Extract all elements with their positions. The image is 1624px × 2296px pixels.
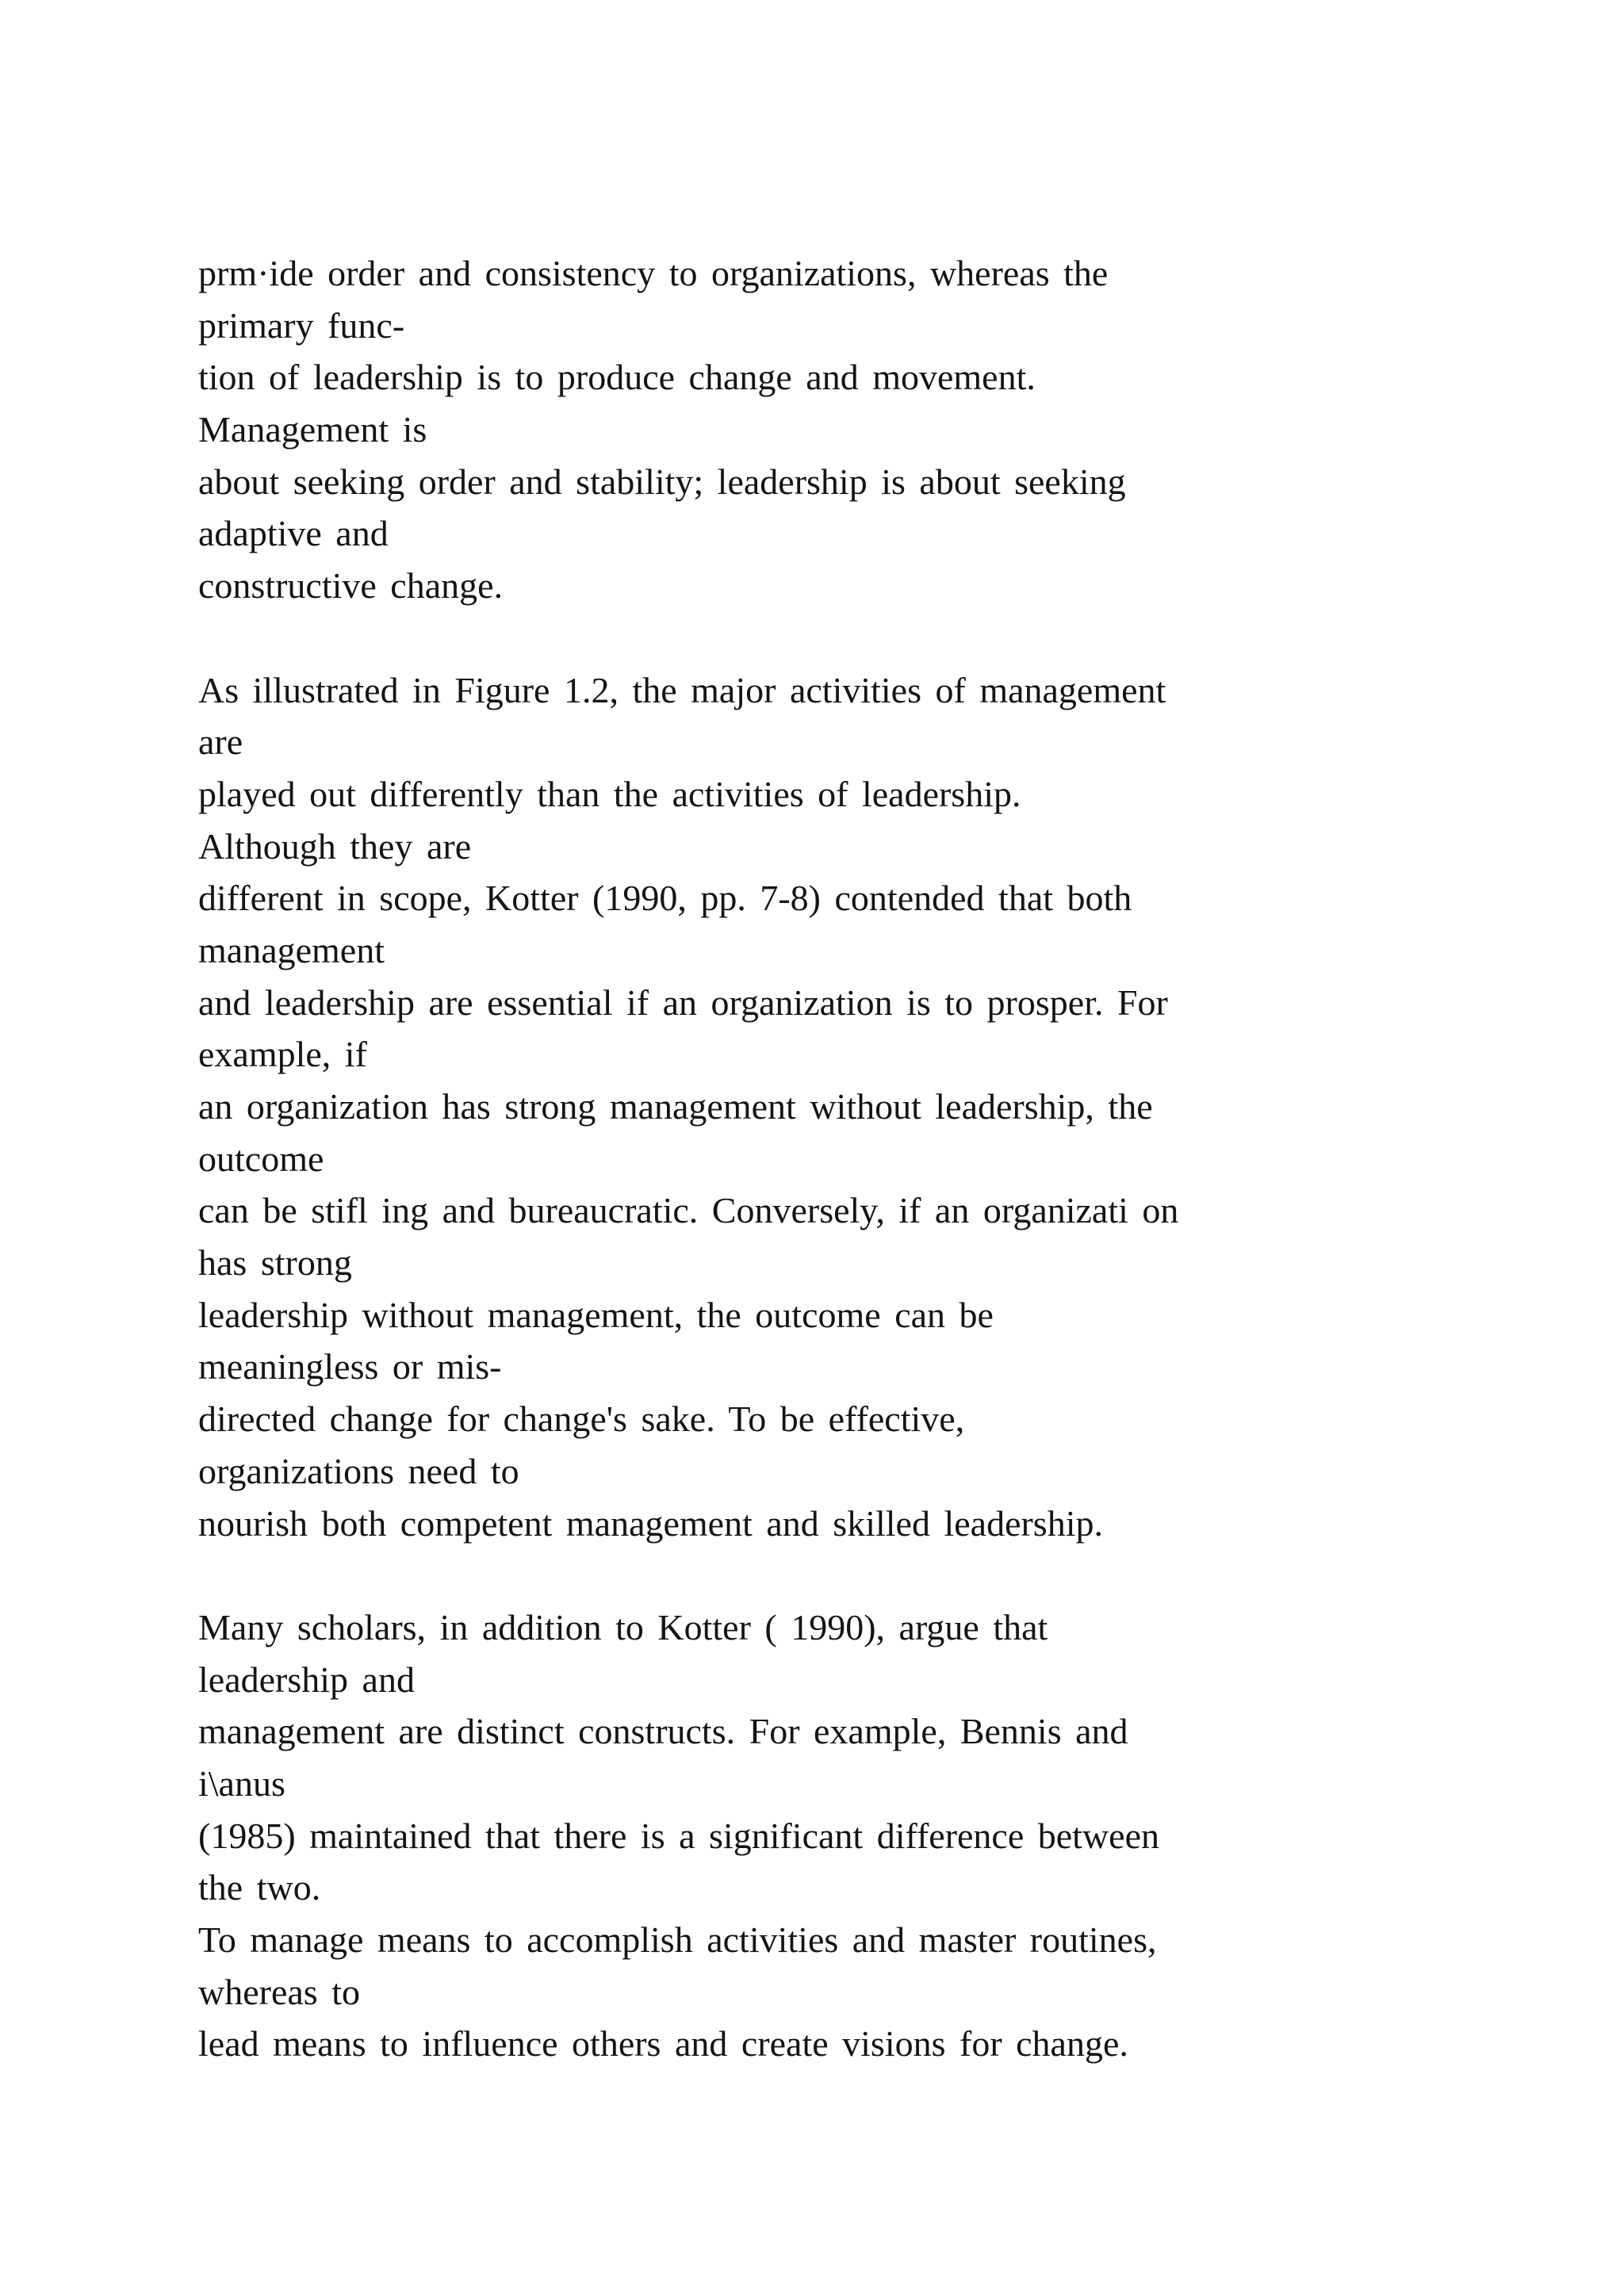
text-line: directed change for change's sake. To be effective, xyxy=(198,1399,965,1440)
paragraph-gap xyxy=(198,1549,1546,1601)
text-line: primary func- xyxy=(198,304,405,346)
text-line: leadership and xyxy=(198,1659,415,1700)
document-body xyxy=(198,247,1546,2070)
paragraph-gap xyxy=(198,612,1546,664)
text-line: management are distinct constructs. For example, Bennis and xyxy=(198,1711,1128,1752)
text-line: i\anus xyxy=(198,1762,285,1804)
text-line: nourish both competent management and skilled leadership. xyxy=(198,1502,1103,1544)
text-line: played out differently than the activities of leadership. xyxy=(198,773,1021,814)
text-line: As illustrated in Figure 1.2, the major activities of management xyxy=(198,669,1166,710)
text-line: different in scope, Kotter (1990, pp. 7-8) contended that both xyxy=(198,878,1132,919)
text-line: an organization has strong management without leadership, the xyxy=(198,1086,1153,1127)
text-line: meaningless or mis- xyxy=(198,1346,502,1387)
paragraph-1 xyxy=(198,247,1546,612)
text-line: lead means to influence others and create visions for change. xyxy=(198,2023,1128,2064)
text-line: Many scholars, in addition to Kotter ( 1990), argue that xyxy=(198,1606,1048,1647)
paragraph-3 xyxy=(198,1601,1546,2070)
text-line: can be stifl ing and bureaucratic. Conversely, if an organizati on xyxy=(198,1190,1179,1231)
paragraph-2 xyxy=(198,664,1546,1550)
text-line: leadership without management, the outcome can be xyxy=(198,1294,994,1335)
text-line: (1985) maintained that there is a significant difference between xyxy=(198,1815,1160,1856)
text-line: and leadership are essential if an organization is to prosper. For xyxy=(198,982,1168,1023)
text-line: prm·ide order and consistency to organizations, whereas the xyxy=(198,253,1109,293)
text-line: whereas to xyxy=(198,1971,360,2012)
text-line: management xyxy=(198,929,385,970)
text-line: are xyxy=(198,721,243,763)
text-line: Management is xyxy=(198,409,427,450)
text-line: tion of leadership is to produce change and movement. xyxy=(198,357,1036,398)
text-line: example, if xyxy=(198,1034,367,1075)
text-line: organizations need to xyxy=(198,1450,519,1491)
text-line: constructive change. xyxy=(198,565,504,607)
text-line: adaptive and xyxy=(198,513,389,554)
text-line: To manage means to accomplish activities and master routines, xyxy=(198,1919,1157,1960)
text-line: has strong xyxy=(198,1242,352,1284)
text-line: the two. xyxy=(198,1867,321,1908)
text-line: Although they are xyxy=(198,825,472,867)
text-line: outcome xyxy=(198,1138,324,1179)
text-line: about seeking order and stability; leadership is about seeking xyxy=(198,461,1126,502)
